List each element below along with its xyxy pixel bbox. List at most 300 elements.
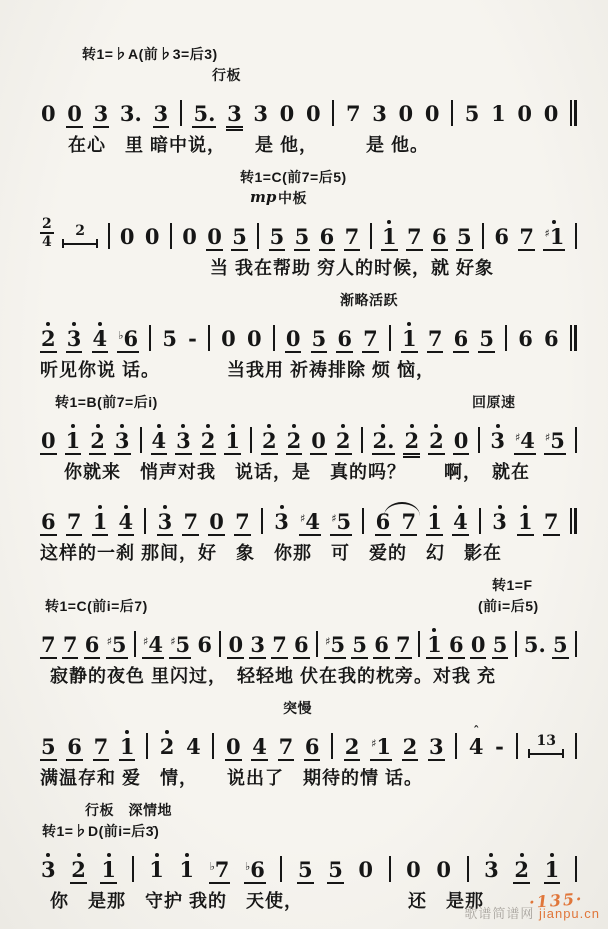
sharp-icon: ♯ xyxy=(371,737,377,750)
notation-line xyxy=(40,86,578,128)
note: 6 xyxy=(67,734,82,759)
note: 0 xyxy=(311,428,326,453)
augmentation-dot: . xyxy=(387,428,395,453)
note: 7 xyxy=(235,509,250,534)
note: 1 xyxy=(92,511,109,536)
octave-dot xyxy=(181,424,185,428)
note: 5. xyxy=(193,101,216,126)
octave-dot xyxy=(523,505,527,509)
note: 2 xyxy=(89,430,106,455)
note: 2. xyxy=(372,430,396,455)
note: 3 xyxy=(157,511,174,536)
note: 5 xyxy=(232,224,247,249)
sharp-icon: ♯ xyxy=(544,431,551,444)
note: 2 xyxy=(70,859,87,884)
rest-line xyxy=(62,239,98,248)
note: 0 xyxy=(285,326,301,351)
octave-dot xyxy=(550,853,554,857)
octave-dot xyxy=(434,424,438,428)
note: 4 xyxy=(186,734,201,759)
note: 2 xyxy=(403,430,420,455)
note: 6 xyxy=(375,511,392,536)
octave-dot xyxy=(157,424,161,428)
note: 6 xyxy=(304,734,320,759)
barline xyxy=(212,733,214,759)
barline xyxy=(180,100,182,126)
barline xyxy=(455,733,457,759)
barline xyxy=(170,223,172,249)
annotation-row xyxy=(40,44,578,65)
note: 2 xyxy=(286,430,303,455)
tempo-marking: 渐略活跃 xyxy=(340,292,398,308)
augmentation-dot: . xyxy=(208,101,216,126)
note: 6 xyxy=(84,632,100,657)
octave-dot xyxy=(96,424,100,428)
barline xyxy=(505,325,507,351)
sharp-icon: ♯ xyxy=(544,227,550,240)
flat-icon: ♭ xyxy=(209,860,215,873)
note: 0 xyxy=(436,857,451,882)
octave-dot xyxy=(185,853,189,857)
note: ♯1 xyxy=(371,734,392,759)
note: 7 xyxy=(427,326,443,351)
tempo-marking: 行板 xyxy=(212,67,241,83)
octave-dot xyxy=(163,505,167,509)
octave-dot xyxy=(120,424,124,428)
note: 4 xyxy=(92,328,109,353)
octave-dot xyxy=(458,505,462,509)
note: 3 xyxy=(372,101,387,126)
barline xyxy=(451,100,453,126)
note: ♯5 xyxy=(106,632,127,657)
watermark xyxy=(464,903,600,922)
note: 2 xyxy=(159,736,176,761)
note: 1 xyxy=(148,859,165,884)
barline xyxy=(273,325,275,351)
note: 0 xyxy=(470,632,486,657)
barline xyxy=(261,508,263,534)
note: ♯4 xyxy=(514,428,535,453)
note: 7 xyxy=(183,509,199,534)
octave-dot xyxy=(165,730,169,734)
barline xyxy=(515,631,517,657)
annotation-row xyxy=(40,65,578,86)
octave-dot xyxy=(433,505,437,509)
note: 6 xyxy=(453,326,469,351)
note: ♭6 xyxy=(245,857,265,882)
barline xyxy=(132,856,134,882)
flat-icon: ♭ xyxy=(245,860,251,873)
octave-dot xyxy=(72,322,76,326)
note: 7 xyxy=(278,734,294,759)
octave-dot xyxy=(496,424,500,428)
note: 5 xyxy=(328,857,343,882)
note: 1 xyxy=(517,511,534,536)
sharp-icon: ♯ xyxy=(331,512,337,525)
barline xyxy=(108,223,110,249)
note: 5 xyxy=(297,857,313,882)
note: 6 xyxy=(41,509,56,534)
barline xyxy=(467,856,469,882)
lyrics-line: 你就来 悄声对我 说话，是 真的吗？ 啊， 就在 xyxy=(64,462,530,482)
note: 3 xyxy=(483,859,500,884)
note: 1 xyxy=(544,859,561,884)
annotation-row xyxy=(40,188,578,209)
rest-count: 13 xyxy=(536,732,556,749)
barline xyxy=(144,508,146,534)
note: 5 xyxy=(464,101,480,126)
multibar-rest xyxy=(62,224,98,248)
note: 2 xyxy=(261,430,278,455)
note: 0 xyxy=(226,734,241,759)
notation-line xyxy=(40,413,578,455)
barline xyxy=(331,733,333,759)
annotation-row xyxy=(40,290,578,311)
key-change-annotation: 转1=F xyxy=(492,577,533,593)
note: ♭6 xyxy=(118,326,139,351)
note: 6 xyxy=(294,632,309,657)
octave-dot xyxy=(552,220,556,224)
note: 5 xyxy=(294,224,310,249)
note: 2 xyxy=(402,734,418,759)
note: 5 xyxy=(269,224,285,249)
octave-dot xyxy=(46,322,50,326)
sharp-icon: ♯ xyxy=(170,635,176,648)
note: 7 xyxy=(363,326,378,351)
note: 5 xyxy=(311,326,327,351)
note: 1 xyxy=(65,430,82,455)
note: 3 xyxy=(250,632,265,657)
note: 0 xyxy=(41,428,56,453)
final-barline xyxy=(570,100,577,126)
note: ♯5 xyxy=(325,632,346,657)
barline xyxy=(316,631,318,657)
annotation-row xyxy=(40,575,578,596)
note: 3 xyxy=(428,734,444,759)
note: 6 xyxy=(518,326,533,351)
note: 1 xyxy=(381,226,398,251)
lyrics-line: 听见你说 话。 当我用 祈祷排除 烦 恼， xyxy=(40,360,436,380)
note: 7 xyxy=(272,632,287,657)
note: 0 xyxy=(424,101,440,126)
note: 6 xyxy=(337,326,352,351)
octave-dot xyxy=(46,853,50,857)
barline xyxy=(575,856,577,882)
notation-line xyxy=(40,719,578,761)
note: 6 xyxy=(197,632,212,657)
note: 1 xyxy=(178,859,195,884)
augmentation-dot: . xyxy=(134,101,142,126)
note: 1 xyxy=(491,101,506,126)
final-barline xyxy=(570,325,577,351)
sharp-icon: ♯ xyxy=(325,635,331,648)
page-number: ·135· xyxy=(528,889,585,912)
barline xyxy=(479,508,481,534)
barline xyxy=(361,427,363,453)
sharp-icon: ♯ xyxy=(106,635,112,648)
octave-dot xyxy=(267,424,271,428)
note: ♯4 xyxy=(300,509,320,534)
key-change-annotation: 转1=C(前i=后7) xyxy=(45,598,148,614)
key-change-annotation: (前i=后5) xyxy=(478,598,539,614)
note: 7 xyxy=(93,734,109,759)
note: 0 xyxy=(182,224,197,249)
note: 1 xyxy=(426,511,443,536)
time-signature-denominator: 4 xyxy=(42,233,52,250)
note: ♯5 xyxy=(544,428,565,453)
music-system-7 xyxy=(40,698,578,790)
note: 0 xyxy=(119,224,135,249)
note: 0 xyxy=(228,632,244,657)
flat-icon: ♭ xyxy=(118,329,124,342)
music-system-1 xyxy=(40,44,578,157)
octave-dot xyxy=(280,505,284,509)
note: 0 xyxy=(209,509,224,534)
barline xyxy=(280,856,282,882)
note: 3 xyxy=(114,430,131,455)
annotation-row xyxy=(40,392,578,413)
note: 3 xyxy=(227,101,242,126)
octave-dot xyxy=(98,505,102,509)
octave-dot xyxy=(107,853,111,857)
music-system-3 xyxy=(40,290,578,382)
note: 5 xyxy=(352,632,367,657)
barline xyxy=(362,508,364,534)
octave-dot xyxy=(125,730,129,734)
note: 5 xyxy=(41,734,56,759)
octave-dot xyxy=(124,505,128,509)
barline xyxy=(149,325,151,351)
barline xyxy=(575,631,577,657)
octave-dot xyxy=(410,424,414,428)
note: 3 xyxy=(175,430,192,455)
notation-line xyxy=(40,842,578,884)
barline xyxy=(389,856,391,882)
note: 5 xyxy=(162,326,178,351)
note: 6 xyxy=(544,326,559,351)
notation-line xyxy=(40,617,578,659)
barline xyxy=(418,631,420,657)
note: 3 xyxy=(253,101,268,126)
note: 5. xyxy=(523,632,546,657)
time-signature xyxy=(40,216,54,250)
octave-dot xyxy=(77,853,81,857)
music-system-5 xyxy=(40,494,578,565)
note: 0 xyxy=(207,224,222,249)
note: ♯5 xyxy=(170,632,191,657)
final-barline xyxy=(570,508,577,534)
note: 3 xyxy=(66,328,83,353)
octave-dot xyxy=(407,322,411,326)
octave-dot xyxy=(498,505,502,509)
multibar-rest xyxy=(528,734,564,758)
lyrics-line: 在心 里 暗中说， 是 他， 是 他。 xyxy=(68,135,430,155)
note: 0 xyxy=(453,428,469,453)
lyrics-line: 满温存和 爱 情， 说出了 期待的情 话。 xyxy=(40,768,423,788)
note: ♯1 xyxy=(543,226,565,251)
octave-dot xyxy=(381,424,385,428)
note: 0 xyxy=(358,857,374,882)
note: 2 xyxy=(335,430,352,455)
barline xyxy=(516,733,518,759)
annotation-row xyxy=(40,800,578,821)
note: 5 xyxy=(479,326,494,351)
note: 6 xyxy=(374,632,389,657)
note: 6 xyxy=(432,224,447,249)
notation-line xyxy=(40,209,578,251)
note: 6 xyxy=(449,632,464,657)
note: 0 xyxy=(517,101,533,126)
note: 3 xyxy=(489,430,506,455)
lyrics-line: 当 我在帮助 穷人的时候，就 好象 xyxy=(210,258,495,278)
note: 4 xyxy=(151,430,168,455)
note: 3 xyxy=(153,101,169,126)
annotation-row xyxy=(40,821,578,842)
key-change-annotation: 转1=♭D(前i=后3̇) xyxy=(42,823,160,839)
note: 3. xyxy=(119,101,142,126)
octave-dot xyxy=(231,424,235,428)
notation-line xyxy=(40,494,578,536)
barline xyxy=(208,325,210,351)
barline xyxy=(389,325,391,351)
note: 7 xyxy=(62,632,78,657)
note: 6 xyxy=(319,224,335,249)
key-change-annotation: 转1=C(前7=后5) xyxy=(240,169,347,185)
barline xyxy=(257,223,259,249)
octave-dot xyxy=(489,853,493,857)
octave-dot xyxy=(155,853,159,857)
note: 4 xyxy=(252,734,267,759)
time-signature-numerator: 2 xyxy=(40,216,54,234)
note: 1 xyxy=(119,736,136,761)
barline xyxy=(219,631,221,657)
sharp-icon: ♯ xyxy=(514,431,521,444)
notation-line xyxy=(40,311,578,353)
rest-count: 2 xyxy=(75,222,85,239)
lyrics-line: 这样的一刹 那间，好 象 你那 可 爱的 幻 影在 xyxy=(40,543,502,563)
note: 7 xyxy=(519,224,534,249)
lyrics-line: 寂静的夜色 里闪过， 轻轻地 伏在我的枕旁。对我 充 xyxy=(50,666,497,686)
barline xyxy=(575,733,577,759)
note: 3 xyxy=(273,511,290,536)
watermark-link: jianpu.cn xyxy=(538,906,600,921)
barline xyxy=(478,427,480,453)
note: 2 xyxy=(428,430,445,455)
barline xyxy=(146,733,148,759)
watermark-site-name: 歌谱简谱网 xyxy=(464,906,535,921)
octave-dot xyxy=(432,628,436,632)
note: 0 xyxy=(398,101,414,126)
tempo-marking: 突慢 xyxy=(283,700,312,716)
note: ♭7 xyxy=(209,857,230,882)
note: 0 xyxy=(41,101,56,126)
music-system-2 xyxy=(40,167,578,280)
note: 2 xyxy=(40,328,57,353)
sharp-icon: ♯ xyxy=(143,635,149,648)
note: 2 xyxy=(513,859,530,884)
barline xyxy=(370,223,372,249)
rest-line xyxy=(528,749,564,758)
note: 7 xyxy=(396,632,411,657)
barline xyxy=(140,427,142,453)
octave-dot xyxy=(98,322,102,326)
note: 1 xyxy=(224,430,241,455)
augmentation-dot: . xyxy=(538,632,546,657)
note: 6 xyxy=(494,224,509,249)
note: 7 xyxy=(41,632,56,657)
note: 0 xyxy=(67,101,82,126)
tempo-marking: 行板 深情地 xyxy=(85,802,172,818)
note: 7 xyxy=(345,101,361,126)
note: 4 xyxy=(452,511,469,536)
sharp-icon: ♯ xyxy=(300,512,306,525)
tempo-marking: 回原速 xyxy=(472,394,516,410)
octave-dot xyxy=(292,424,296,428)
note: 3 xyxy=(491,511,508,536)
octave-dot xyxy=(341,424,345,428)
barline xyxy=(250,427,252,453)
note: ♯4 xyxy=(143,632,163,657)
note: 1 xyxy=(401,328,418,353)
barline xyxy=(482,223,484,249)
note: 1 xyxy=(426,634,443,659)
barline xyxy=(332,100,334,126)
note: 5 xyxy=(492,632,508,657)
note: 5 xyxy=(552,632,568,657)
note: 7 xyxy=(543,509,559,534)
note: 4 ˆ xyxy=(468,724,484,759)
note: ♯5 xyxy=(331,509,352,534)
note: 7 xyxy=(401,509,417,534)
key-change-annotation: 转1=♭A(前♭3=后3) xyxy=(82,46,218,62)
note: 0 xyxy=(279,101,295,126)
music-system-6 xyxy=(40,575,578,688)
note: 0 xyxy=(221,326,236,351)
note: 5 xyxy=(457,224,472,249)
music-system-4 xyxy=(40,392,578,484)
note: 3 xyxy=(40,859,57,884)
dynamic-marking: mp xyxy=(250,188,277,206)
note: 7 xyxy=(66,509,82,534)
music-system-8 xyxy=(40,800,578,913)
note: 1 xyxy=(100,859,117,884)
note: 0 xyxy=(246,326,262,351)
note: 0 xyxy=(144,224,160,249)
note: 0 xyxy=(543,101,559,126)
octave-dot xyxy=(387,220,391,224)
note: 2 xyxy=(344,734,360,759)
octave-dot xyxy=(71,424,75,428)
annotation-row xyxy=(40,596,578,617)
lyrics-line: 你 是那 守护 我的 天使， 还 是那 xyxy=(50,891,484,911)
octave-dot xyxy=(520,853,524,857)
barline xyxy=(575,427,577,453)
note: 0 xyxy=(305,101,321,126)
fermata-hat-icon: ˆ xyxy=(473,724,480,738)
note: 7 xyxy=(407,224,422,249)
note: 0 xyxy=(406,857,421,882)
annotation-row xyxy=(40,698,578,719)
barline xyxy=(134,631,136,657)
octave-dot xyxy=(206,424,210,428)
barline xyxy=(575,223,577,249)
annotation-row xyxy=(40,167,578,188)
key-change-annotation: 转1=B(前7=后i) xyxy=(55,394,158,410)
note: 2 xyxy=(200,430,217,455)
tempo-marking: 中板 xyxy=(278,190,307,206)
note: 7 xyxy=(344,224,360,249)
note: - xyxy=(495,734,504,759)
